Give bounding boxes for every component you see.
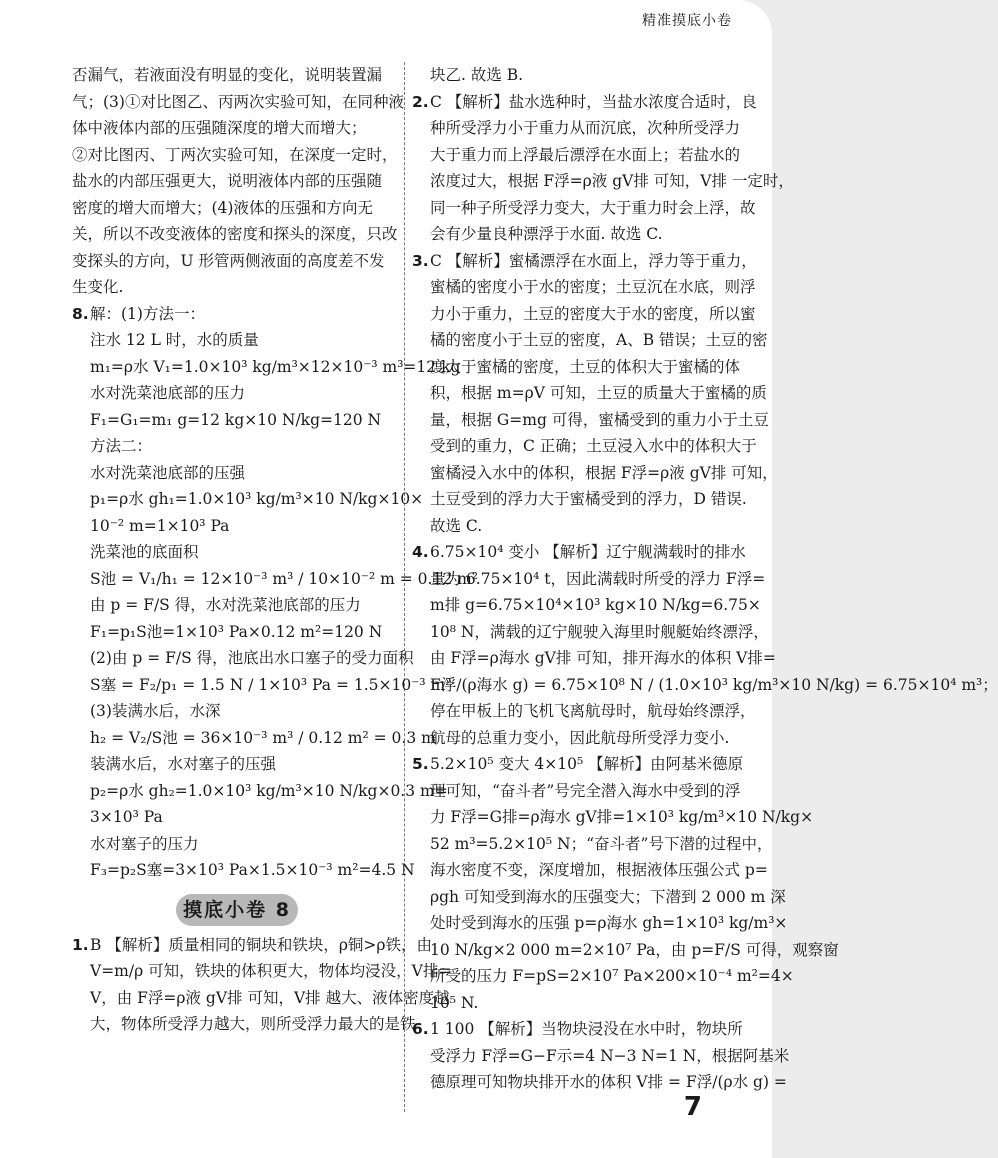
text-line bbox=[72, 778, 448, 805]
text-line bbox=[412, 142, 741, 169]
right-column-text bbox=[412, 62, 998, 1096]
text-line bbox=[412, 354, 741, 381]
line-text: p₂=ρ水 gh₂=1.0×10³ kg/m³×10 N/kg×0.3 m= bbox=[90, 781, 448, 800]
text-line bbox=[412, 725, 736, 752]
line-text: 洗菜池的底面积 bbox=[90, 543, 199, 561]
line-text: 方法二： bbox=[90, 437, 153, 455]
text-line bbox=[72, 857, 415, 884]
line-text: F₁=p₁S池=1×10³ Pa×0.12 m²=120 N bbox=[90, 622, 383, 641]
question-number: 1. bbox=[72, 935, 89, 954]
text-line bbox=[412, 327, 768, 354]
text-line bbox=[412, 619, 769, 646]
line-text: 大于重力而上浮最后漂浮在水面上；若盐水的 bbox=[430, 145, 741, 164]
question-number: 2. bbox=[412, 92, 429, 111]
line-text: 浓度过大，根据 F浮=ρ液 gV排 可知，V排 一定时， bbox=[430, 172, 794, 190]
line-text: ②对比图丙、丁两次实验可知，在深度一定时， bbox=[72, 145, 398, 164]
text-line bbox=[412, 884, 786, 911]
text-line bbox=[412, 195, 756, 222]
line-text: 同一种子所受浮力变大，大于重力时会上浮，故 bbox=[430, 198, 756, 217]
line-text: 装满水后，水对塞子的压强 bbox=[90, 755, 277, 773]
line-text: S池 = V₁/h₁ = 12×10⁻³ m³ / 10×10⁻² m = 0.12 m² bbox=[90, 569, 479, 588]
text-line bbox=[412, 62, 736, 89]
line-text: m₁=ρ水 V₁=1.0×10³ kg/m³×12×10⁻³ m³=12 kg bbox=[90, 357, 461, 376]
text-line bbox=[412, 672, 998, 699]
left-column-text-after-title bbox=[72, 932, 452, 1038]
text-line bbox=[412, 115, 741, 142]
line-text: 注水 12 L 时，水的质量 bbox=[90, 331, 259, 349]
line-text: 种所受浮力小于重力从而沉底，次种所受浮力 bbox=[430, 119, 741, 137]
line-text: 蜜橘的密度小于水的密度；土豆沉在水底，则浮 bbox=[430, 278, 756, 296]
text-line bbox=[412, 910, 788, 937]
text-line bbox=[72, 168, 394, 195]
text-line bbox=[72, 932, 433, 959]
text-line bbox=[412, 1043, 790, 1070]
line-text: 10 N/kg×2 000 m=2×10⁷ Pa，由 p=F/S 可得，观察窗 bbox=[430, 940, 839, 959]
line-text: B 【解析】质量相同的铜块和铁块，ρ铜>ρ铁，由 bbox=[90, 935, 433, 954]
text-line bbox=[72, 725, 436, 752]
text-line bbox=[72, 985, 450, 1012]
question-number: 6. bbox=[412, 1020, 429, 1038]
text-line bbox=[72, 433, 394, 460]
line-text: 水对塞子的压力 bbox=[90, 834, 199, 853]
text-line bbox=[72, 831, 394, 858]
text-line bbox=[412, 248, 757, 275]
line-text: 块乙. 故选 B. bbox=[430, 66, 524, 84]
line-text: C 【解析】盐水选种时，当盐水浓度合适时，良 bbox=[430, 92, 757, 111]
line-text: 理可知，“奋斗者”号完全潜入海水中受到的浮 bbox=[430, 781, 741, 800]
line-text: V=m/ρ 可知，铁块的体积更大，物体均浸没，V排= bbox=[90, 962, 452, 980]
text-line bbox=[412, 566, 766, 593]
text-line bbox=[412, 857, 768, 884]
text-line bbox=[72, 672, 452, 699]
text-line bbox=[72, 62, 394, 89]
page-header: 精准摸底小卷 bbox=[642, 13, 732, 29]
line-text: 变探头的方向，U 形管两侧液面的高度差不发 bbox=[72, 251, 385, 270]
text-line bbox=[412, 221, 736, 248]
question-number: 5. bbox=[412, 755, 429, 773]
line-text: 6.75×10⁴ 变小 【解析】辽宁舰满载时的排水 bbox=[430, 543, 746, 561]
text-line bbox=[72, 301, 394, 328]
text-line bbox=[72, 1011, 416, 1038]
text-line bbox=[412, 698, 756, 725]
line-text: C 【解析】蜜橘漂浮在水面上，浮力等于重力， bbox=[430, 251, 757, 270]
line-text: 52 m³=5.2×10⁵ N；“奋斗者”号下潜的过程中， bbox=[430, 834, 773, 853]
line-text: 受到的重力，C 正确；土豆浸入水中的体积大于 bbox=[430, 437, 757, 455]
line-text: 土豆受到的浮力大于蜜橘受到的浮力，D 错误. bbox=[430, 490, 747, 508]
line-text: (2)由 p = F/S 得，池底出水口塞子的受力面积 bbox=[90, 649, 414, 667]
text-line bbox=[72, 248, 394, 275]
line-text: 关，所以不改变液体的密度和探头的深度，只改 bbox=[72, 225, 398, 243]
text-line bbox=[72, 407, 394, 434]
text-line bbox=[412, 433, 757, 460]
line-text: 气；(3)①对比图乙、丙两次实验可知，在同种液 bbox=[72, 92, 404, 111]
question-number: 4. bbox=[412, 543, 429, 561]
line-text: 5.2×10⁵ 变大 4×10⁵ 【解析】由阿基米德原 bbox=[430, 755, 744, 773]
line-text: 大，物体所受浮力越大，则所受浮力最大的是铁 bbox=[90, 1015, 416, 1033]
text-line bbox=[412, 301, 756, 328]
line-text: 航母的总重力变小，因此航母所受浮力变小. bbox=[430, 728, 730, 747]
line-text: 度大于蜜橘的密度，土豆的体积大于蜜橘的体 bbox=[430, 357, 741, 376]
line-text: S塞 = F₂/p₁ = 1.5 N / 1×10³ Pa = 1.5×10⁻³ m² bbox=[90, 675, 452, 694]
right-column bbox=[412, 62, 998, 1096]
line-text: 德原理可知物块排开水的体积 V排 = F浮/(ρ水 g) = bbox=[430, 1073, 787, 1091]
line-text: 蜜橘浸入水中的体积，根据 F浮=ρ液 gV排 可知， bbox=[430, 463, 778, 482]
line-text: 3×10³ Pa bbox=[90, 808, 163, 826]
line-text: 10⁵ N. bbox=[430, 993, 479, 1012]
line-text: ρgh 可知受到海水的压强变大；下潜到 2 000 m 深 bbox=[430, 887, 786, 906]
line-text: 所受的压力 F=pS=2×10⁷ Pa×200×10⁻⁴ m²=4× bbox=[430, 967, 794, 985]
question-number: 8. bbox=[72, 304, 89, 323]
text-line bbox=[412, 778, 741, 805]
line-text: 受浮力 F浮=G−F示=4 N−3 N=1 N，根据阿基米 bbox=[430, 1046, 790, 1065]
text-line bbox=[72, 327, 394, 354]
text-line bbox=[412, 1016, 743, 1043]
line-text: 量，根据 G=mg 可得，蜜橘受到的重力小于土豆 bbox=[430, 410, 769, 429]
text-line bbox=[412, 407, 769, 434]
line-text: F₃=p₂S塞=3×10³ Pa×1.5×10⁻³ m²=4.5 N bbox=[90, 861, 415, 879]
line-text: 盐水的内部压强更大，说明液体内部的压强随 bbox=[72, 172, 383, 190]
text-line bbox=[72, 142, 398, 169]
text-line bbox=[72, 460, 394, 487]
line-text: 由 F浮=ρ海水 gV排 可知，排开海水的体积 V排= bbox=[430, 649, 776, 667]
text-line bbox=[412, 831, 773, 858]
text-line bbox=[72, 89, 404, 116]
line-text: p₁=ρ水 gh₁=1.0×10³ kg/m³×10 N/kg×10× bbox=[90, 490, 424, 508]
text-line bbox=[412, 937, 839, 964]
line-text: 否漏气，若液面没有明显的变化，说明装置漏 bbox=[72, 66, 383, 84]
line-text: 10⁸ N，满载的辽宁舰驶入海里时舰艇始终漂浮， bbox=[430, 622, 769, 641]
text-line bbox=[72, 221, 398, 248]
text-line bbox=[72, 592, 394, 619]
text-line bbox=[72, 354, 461, 381]
line-text: 海水密度不变，深度增加，根据液体压强公式 p= bbox=[430, 861, 768, 879]
line-text: 解：(1)方法一： bbox=[90, 304, 205, 323]
question-number: 3. bbox=[412, 251, 429, 270]
line-text: 停在甲板上的飞机飞离航母时，航母始终漂浮， bbox=[430, 702, 756, 720]
text-line bbox=[412, 460, 778, 487]
text-line bbox=[412, 990, 736, 1017]
line-text: 10⁻² m=1×10³ Pa bbox=[90, 516, 230, 535]
line-text: 橘的密度小于土豆的密度，A、B 错误；土豆的密 bbox=[430, 331, 768, 349]
text-line bbox=[412, 751, 744, 778]
text-line bbox=[72, 566, 479, 593]
text-line bbox=[72, 804, 394, 831]
text-line bbox=[72, 513, 394, 540]
line-text: 处时受到海水的压强 p=ρ海水 gh=1×10³ kg/m³× bbox=[430, 914, 788, 932]
text-line bbox=[412, 539, 746, 566]
text-line bbox=[72, 115, 394, 142]
line-text: 体中液体内部的压强随深度的增大而增大； bbox=[72, 119, 367, 137]
text-line bbox=[412, 645, 776, 672]
line-text: 水对洗菜池底部的压强 bbox=[90, 463, 246, 482]
line-text: 生变化. bbox=[72, 278, 124, 296]
line-text: (3)装满水后，水深 bbox=[90, 702, 221, 720]
line-text: 由 p = F/S 得，水对洗菜池底部的压力 bbox=[90, 596, 361, 614]
text-line bbox=[72, 645, 414, 672]
line-text: 1 100 【解析】当物块浸没在水中时，物块所 bbox=[430, 1020, 743, 1038]
text-line bbox=[412, 592, 761, 619]
text-line bbox=[72, 274, 394, 301]
line-text: 水对洗菜池底部的压力 bbox=[90, 384, 246, 402]
line-text: m排 g=6.75×10⁴×10³ kg×10 N/kg=6.75× bbox=[430, 596, 761, 614]
line-text: F浮/(ρ海水 g) = 6.75×10⁸ N / (1.0×10³ kg/m³×10 N/kg) = 6.75×10⁴ m³； bbox=[430, 675, 998, 694]
text-line bbox=[72, 751, 394, 778]
text-line bbox=[412, 89, 757, 116]
line-text: h₂ = V₂/S池 = 36×10⁻³ m³ / 0.12 m² = 0.3 m bbox=[90, 728, 436, 747]
line-text: 积，根据 m=ρV 可知，土豆的质量大于蜜橘的质 bbox=[430, 384, 767, 402]
text-line bbox=[72, 195, 394, 222]
text-line bbox=[72, 380, 394, 407]
line-text: 力小于重力，土豆的密度大于水的密度，所以蜜 bbox=[430, 304, 756, 323]
line-text: 力 F浮=G排=ρ海水 gV排=1×10³ kg/m³×10 N/kg× bbox=[430, 808, 814, 826]
line-text: 密度的增大而增大；(4)液体的压强和方向无 bbox=[72, 198, 373, 217]
line-text: V，由 F浮=ρ液 gV排 可知，V排 越大、液体密度越 bbox=[90, 988, 450, 1007]
text-line bbox=[72, 486, 424, 513]
text-line bbox=[72, 539, 394, 566]
line-text: 量为 6.75×10⁴ t，因此满载时所受的浮力 F浮= bbox=[430, 569, 766, 588]
line-text: 故选 C. bbox=[430, 516, 483, 535]
text-line bbox=[412, 168, 794, 195]
page-number: 7 bbox=[683, 1092, 702, 1122]
text-line bbox=[412, 274, 756, 301]
text-line bbox=[412, 963, 794, 990]
text-line bbox=[72, 698, 394, 725]
text-line bbox=[412, 513, 736, 540]
line-text: 会有少量良种漂浮于水面. 故选 C. bbox=[430, 225, 663, 243]
text-line bbox=[412, 804, 814, 831]
text-line bbox=[72, 619, 394, 646]
text-line bbox=[412, 486, 747, 513]
text-line bbox=[412, 380, 767, 407]
section-title: 摸底小卷 8 bbox=[176, 894, 298, 926]
text-line bbox=[72, 958, 452, 985]
line-text: F₁=G₁=m₁ g=12 kg×10 N/kg=120 N bbox=[90, 410, 382, 429]
